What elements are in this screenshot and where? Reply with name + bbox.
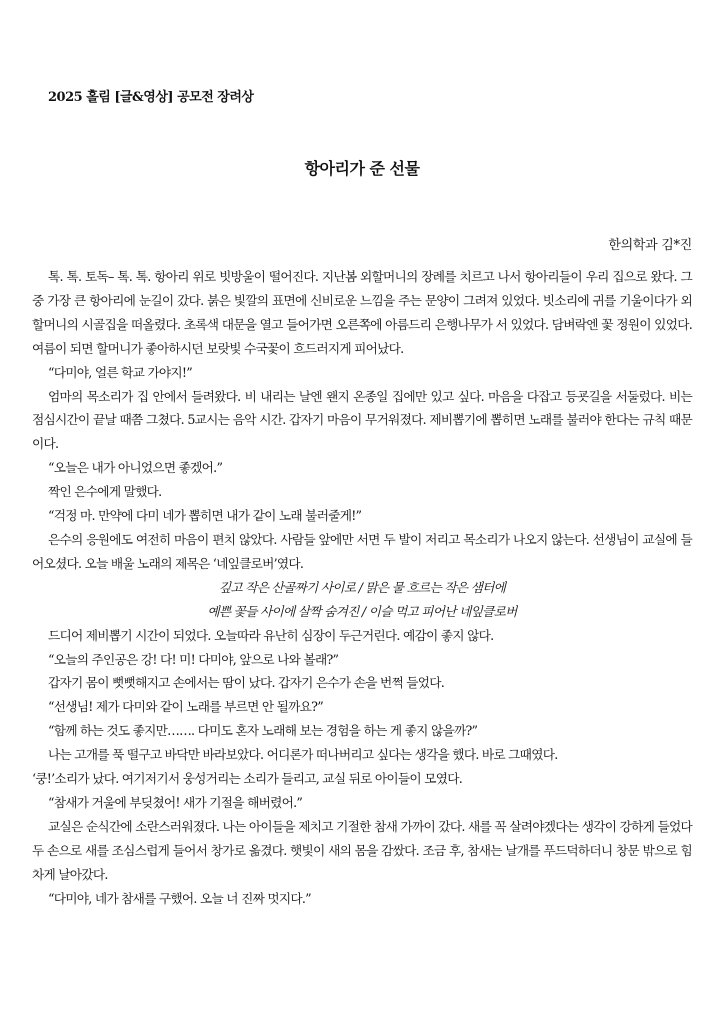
dialogue-line: “오늘의 주인공은 강! 다! 미! 다미야, 앞으로 나와 볼래?”: [48, 651, 339, 667]
dialogue-line: “걱정 마. 만약에 다미 네가 뽑히면 내가 같이 노래 불러줄게!”: [48, 508, 362, 524]
story-paragraph: 드디어 제비뽑기 시간이 되었다. 오늘따라 유난히 심장이 두근거린다. 예감이 좋지 않다.: [48, 627, 494, 643]
dialogue-line: “참새가 거울에 부딪쳤어! 새가 기절을 해버렸어.”: [48, 794, 303, 810]
dialogue-line: “다미야, 네가 참새를 구했어. 오늘 너 진짜 멋지다.”: [48, 890, 311, 906]
author-byline: 한의학과 김*진: [608, 238, 692, 253]
story-title: 항아리가 준 선물: [304, 159, 420, 178]
story-body: [32, 265, 692, 910]
story-paragraph: 갑자기 몸이 뻣뻣해지고 손에서는 땀이 났다. 갑자기 은수가 손을 번쩍 들었다.: [48, 675, 445, 691]
story-paragraph: 나는 고개를 푹 떨구고 바닥만 바라보았다. 어디론가 떠나버리고 싶다는 생각을 했다. 바로 그때였다.: [48, 747, 558, 763]
story-paragraph: 은수의 응원에도 여전히 마음이 편치 않았다. 사람들 앞에만 서면 두 발이 저리고 목소리가 나오지 않는다. 선생님이 교실에 들어오셨다. 오늘 배울 노래의 제목은 ‘네잎클로버’였다.: [32, 531, 692, 571]
dialogue-line: “함께 하는 것도 좋지만……. 다미도 혼자 노래해 보는 경험을 하는 게 좋지 않을까?”: [48, 723, 478, 739]
dialogue-line: “오늘은 내가 아니었으면 좋겠어.”: [48, 460, 223, 476]
dialogue-line: “선생님! 제가 다미와 같이 노래를 부르면 안 될까요?”: [48, 699, 323, 715]
story-paragraph: 톡. 톡. 토독– 톡. 톡. 항아리 위로 빗방울이 떨어진다. 지난봄 외할머니의 장례를 치르고 나서 항아리들이 우리 집으로 왔다. 그중 가장 큰 항아리에 눈길이 갔다. 붉은 빛깔의 표면에 신비로운 느낌을 주는 문양이 그려져 있었다. 빗소리에 귀를 기울이다가 외할머니의 시골집을 떠올렸다. 초록색 대문을 열고 들어가면 오른쪽에 아름드리 은행나무가 서 있었다. 담벼락엔 꽃 정원이 있었다. 여름이 되면 할머니가 좋아하시던 보랏빛 수국꽃이 흐드러지게 피어났다.: [32, 269, 692, 356]
contest-award-header: 2025 홀림 [글&영상] 공모전 장려상: [48, 90, 254, 105]
story-paragraph: ‘쿵!’소리가 났다. 여기저기서 웅성거리는 소리가 들리고, 교실 뒤로 아이들이 모였다.: [32, 771, 463, 787]
dialogue-line: “다미야, 얼른 학교 가야지!”: [48, 364, 193, 380]
story-paragraph: 교실은 순식간에 소란스러워졌다. 나는 아이들을 제치고 기절한 참새 가까이 갔다. 새를 꼭 살려야겠다는 생각이 강하게 들었다 두 손으로 새를 조심스럽게 들어서 창가로 옮겼다. 햇빛이 새의 몸을 감쌌다. 조금 후, 참새는 날개를 푸드덕하더니 창문 밖으로 힘차게 날아갔다.: [32, 818, 692, 882]
story-paragraph: 짝인 은수에게 말했다.: [48, 484, 162, 500]
song-lyric-line: 깊고 작은 산골짜기 사이로 / 맑은 물 흐르는 작은 샘터에: [218, 579, 506, 595]
song-lyric-line: 예쁜 꽃들 사이에 살짝 숨겨진 / 이슬 먹고 피어난 네잎클로버: [207, 603, 517, 619]
story-paragraph: 엄마의 목소리가 집 안에서 들려왔다. 비 내리는 날엔 왠지 온종일 집에만 있고 싶다. 마음을 다잡고 등굣길을 서둘렀다. 비는 점심시간이 끝날 때쯤 그쳤다. 5교시는 음악 시간. 갑자기 마음이 무거워졌다. 제비뽑기에 뽑히면 노래를 불러야 한다는 규칙 때문이다.: [32, 388, 692, 452]
